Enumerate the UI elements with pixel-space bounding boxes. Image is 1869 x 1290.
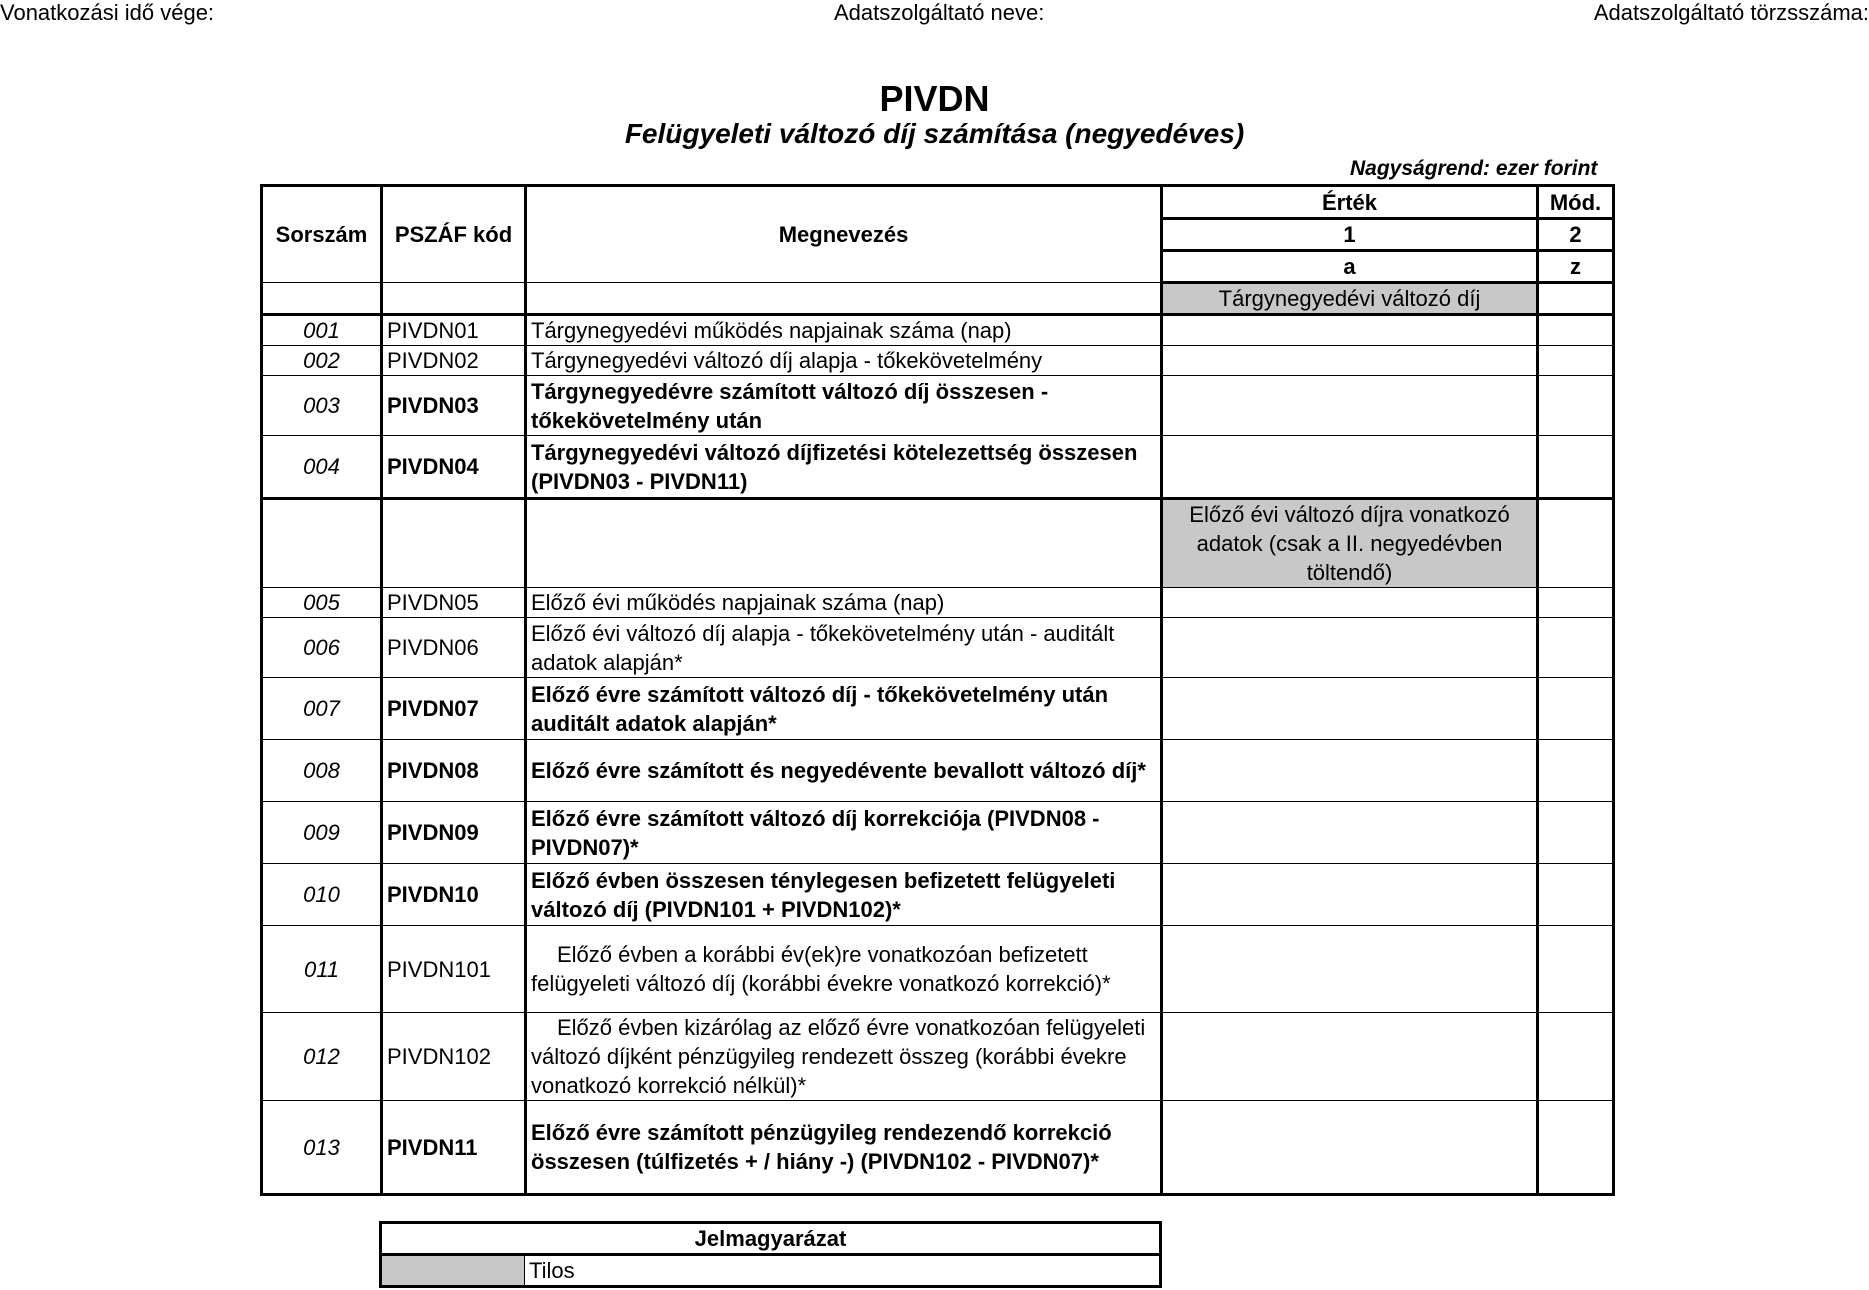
row-code: PIVDN07 xyxy=(382,678,526,740)
section-empty xyxy=(1538,283,1614,315)
legend-table xyxy=(379,1221,1162,1288)
row-number: 012 xyxy=(262,1013,382,1101)
table-row xyxy=(262,1101,1614,1195)
row-code: PIVDN101 xyxy=(382,926,526,1013)
header-mod-letter: z xyxy=(1538,251,1614,283)
form-title: PIVDN xyxy=(879,78,990,119)
header-ertek: Érték xyxy=(1162,186,1538,219)
value-cell[interactable] xyxy=(1162,618,1538,678)
row-code: PIVDN03 xyxy=(382,376,526,436)
table-row xyxy=(262,618,1614,678)
mod-cell[interactable] xyxy=(1538,864,1614,926)
row-code: PIVDN11 xyxy=(382,1101,526,1195)
table-row xyxy=(262,1013,1614,1101)
table-row xyxy=(262,346,1614,376)
value-cell[interactable] xyxy=(1162,1101,1538,1195)
value-cell[interactable] xyxy=(1162,346,1538,376)
mod-cell[interactable] xyxy=(1538,1101,1614,1195)
mod-cell[interactable] xyxy=(1538,678,1614,740)
row-name: Tárgynegyedévi változó díjfizetési kötelezettség összesen (PIVDN03 - PIVDN11) xyxy=(526,436,1162,499)
header-ertek-number: 1 xyxy=(1162,219,1538,251)
row-number: 003 xyxy=(262,376,382,436)
mod-cell[interactable] xyxy=(1538,1013,1614,1101)
table-row xyxy=(262,926,1614,1013)
value-cell[interactable] xyxy=(1162,802,1538,864)
row-name: Előző évre számított változó díj korrekciója (PIVDN08 - PIVDN07)* xyxy=(526,802,1162,864)
data-table xyxy=(260,184,1615,1196)
mod-cell[interactable] xyxy=(1538,588,1614,618)
row-code: PIVDN08 xyxy=(382,740,526,802)
row-code: PIVDN04 xyxy=(382,436,526,499)
section-previous-year: Előző évi változó díjra vonatkozó adatok (csak a II. negyedévben töltendő) xyxy=(1162,499,1538,588)
table-row xyxy=(262,588,1614,618)
value-cell[interactable] xyxy=(1162,376,1538,436)
header-ertek-letter: a xyxy=(1162,251,1538,283)
header-pszaf-code: PSZÁF kód xyxy=(382,186,526,283)
mod-cell[interactable] xyxy=(1538,376,1614,436)
row-number: 013 xyxy=(262,1101,382,1195)
table-row xyxy=(262,376,1614,436)
row-code: PIVDN09 xyxy=(382,802,526,864)
legend-swatch-forbidden xyxy=(381,1255,525,1287)
row-name: Tárgynegyedévi változó díj alapja - tőkekövetelmény xyxy=(526,346,1162,376)
row-number: 008 xyxy=(262,740,382,802)
table-row xyxy=(262,802,1614,864)
value-cell[interactable] xyxy=(1162,926,1538,1013)
provider-name-label: Adatszolgáltató neve: xyxy=(834,0,1045,25)
row-code: PIVDN05 xyxy=(382,588,526,618)
row-name: Előző évben a korábbi év(ek)re vonatkozóan befizetett felügyeleti változó díj (korábbi évekre vonatkozó korrekció)* xyxy=(526,926,1162,1013)
row-name: Előző évben összesen ténylegesen befizetett felügyeleti változó díj (PIVDN101 + PIVDN102)* xyxy=(526,864,1162,926)
legend-title: Jelmagyarázat xyxy=(381,1223,1161,1255)
legend-label-forbidden: Tilos xyxy=(525,1255,1161,1287)
value-cell[interactable] xyxy=(1162,1013,1538,1101)
row-name: Előző évben kizárólag az előző évre vonatkozóan felügyeleti változó díjként pénzügyileg rendezett összeg (korábbi évekre vonatkozó korrekció nélkül)* xyxy=(526,1013,1162,1101)
row-name: Előző évre számított és negyedévente bevallott változó díj* xyxy=(526,740,1162,802)
table-row xyxy=(262,436,1614,499)
mod-cell[interactable] xyxy=(1538,346,1614,376)
section-empty xyxy=(262,499,382,588)
mod-cell[interactable] xyxy=(1538,618,1614,678)
row-number: 004 xyxy=(262,436,382,499)
row-number: 010 xyxy=(262,864,382,926)
table-row xyxy=(262,678,1614,740)
row-name: Tárgynegyedévi működés napjainak száma (nap) xyxy=(526,315,1162,346)
header-sorszam: Sorszám xyxy=(262,186,382,283)
value-cell[interactable] xyxy=(1162,588,1538,618)
row-name: Előző évre számított pénzügyileg rendezendő korrekció összesen (túlfizetés + / hiány -) (PIVDN102 - PIVDN07)* xyxy=(526,1101,1162,1195)
reference-period-end-label: Vonatkozási idő vége: xyxy=(0,0,215,25)
header-mod-number: 2 xyxy=(1538,219,1614,251)
mod-cell[interactable] xyxy=(1538,926,1614,1013)
row-number: 001 xyxy=(262,315,382,346)
value-cell[interactable] xyxy=(1162,740,1538,802)
row-number: 006 xyxy=(262,618,382,678)
row-code: PIVDN06 xyxy=(382,618,526,678)
row-name: Előző évre számított változó díj - tőkekövetelmény után auditált adatok alapján* xyxy=(526,678,1162,740)
mod-cell[interactable] xyxy=(1538,802,1614,864)
value-cell[interactable] xyxy=(1162,436,1538,499)
value-cell[interactable] xyxy=(1162,678,1538,740)
section-empty xyxy=(382,499,526,588)
value-cell[interactable] xyxy=(1162,315,1538,346)
section-empty xyxy=(1538,499,1614,588)
table-row xyxy=(262,740,1614,802)
table-row xyxy=(262,864,1614,926)
row-number: 011 xyxy=(262,926,382,1013)
row-code: PIVDN10 xyxy=(382,864,526,926)
row-code: PIVDN102 xyxy=(382,1013,526,1101)
row-number: 005 xyxy=(262,588,382,618)
section-current-quarter: Tárgynegyedévi változó díj xyxy=(1162,283,1538,315)
unit-note: Nagyságrend: ezer forint xyxy=(1350,157,1598,180)
section-empty xyxy=(382,283,526,315)
row-number: 007 xyxy=(262,678,382,740)
row-number: 009 xyxy=(262,802,382,864)
section-empty xyxy=(262,283,382,315)
mod-cell[interactable] xyxy=(1538,315,1614,346)
value-cell[interactable] xyxy=(1162,864,1538,926)
row-name: Előző évi működés napjainak száma (nap) xyxy=(526,588,1162,618)
section-empty xyxy=(526,499,1162,588)
mod-cell[interactable] xyxy=(1538,436,1614,499)
header-mod: Mód. xyxy=(1538,186,1614,219)
table-row xyxy=(262,315,1614,346)
row-code: PIVDN02 xyxy=(382,346,526,376)
row-name: Előző évi változó díj alapja - tőkekövetelmény után - auditált adatok alapján* xyxy=(526,618,1162,678)
provider-registry-number-label: Adatszolgáltató törzsszáma: xyxy=(1593,0,1869,25)
row-number: 002 xyxy=(262,346,382,376)
section-empty xyxy=(526,283,1162,315)
mod-cell[interactable] xyxy=(1538,740,1614,802)
row-code: PIVDN01 xyxy=(382,315,526,346)
form-subtitle: Felügyeleti változó díj számítása (negyedéves) xyxy=(624,118,1245,149)
row-name: Tárgynegyedévre számított változó díj összesen - tőkekövetelmény után xyxy=(526,376,1162,436)
header-megnevezes: Megnevezés xyxy=(526,186,1162,283)
